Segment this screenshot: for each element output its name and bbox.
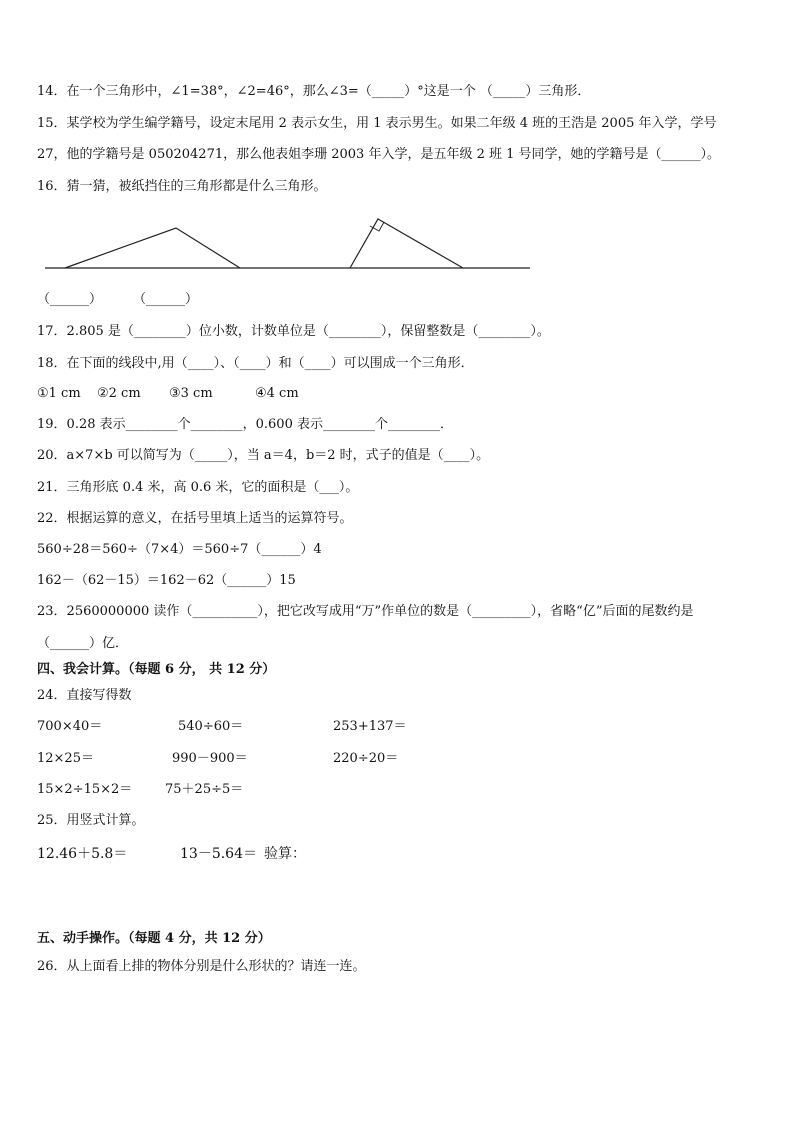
q18-option-4: ④4 cm [255, 386, 299, 401]
question-22: 22．根据运算的意义，在括号里填上适当的运算符号。 [37, 511, 353, 526]
q25-item-3: 验算： [264, 846, 306, 862]
q24-item: 75＋25÷5＝ [165, 782, 244, 797]
q16-answer-1: （______） [37, 292, 103, 307]
question-16: 16．猜一猜，被纸挡住的三角形都是什么三角形。 [37, 179, 327, 194]
question-21: 21．三角形底 0.4 米，高 0.6 米，它的面积是（___）。 [37, 480, 359, 495]
section-5-heading: 五、动手操作。（每题 4 分，共 12 分） [37, 931, 271, 946]
question-17: 17．2.805 是（________）位小数，计数单位是（________），保留整数是（________）。 [37, 324, 550, 339]
q24-item: 220÷20＝ [333, 751, 399, 766]
question-20: 20．a×7×b 可以简写为（_____），当 a＝4，b＝2 时，式子的值是（____）。 [37, 448, 490, 463]
q18-option-2: ②2 cm [97, 386, 141, 401]
question-15-line-2: 27，他的学籍号是 050204271，那么他表姐李珊 2003 年入学，是五年级 2 班 1 号同学，她的学籍号是（______）。 [37, 147, 721, 162]
q25-item-1: 12.46＋5.8＝ [37, 846, 128, 862]
q24-item: 253+137＝ [333, 719, 407, 734]
question-19: 19．0.28 表示________个________，0.600 表示________个________． [37, 417, 453, 432]
question-22-line-1: 560÷28＝560÷（7×4）＝560÷7（______）4 [37, 542, 322, 557]
q18-option-3: ③3 cm [169, 386, 213, 401]
obtuse-triangle-visible-part [65, 228, 240, 268]
question-23-line-2: （______）亿． [37, 636, 129, 651]
q25-item-2: 13－5.64＝ [180, 846, 257, 862]
question-18: 18．在下面的线段中,用（____）、（____）和（____）可以围成一个三角形． [37, 356, 474, 371]
question-22-line-2: 162－（62－15）＝162－62（______）15 [37, 573, 296, 588]
hidden-triangles-figure [40, 212, 540, 276]
question-25: 25．用竖式计算。 [37, 813, 145, 828]
q24-item: 540÷60＝ [178, 719, 244, 734]
q24-item: 990－900＝ [172, 751, 248, 766]
right-triangle-visible-part [350, 219, 463, 268]
q24-item: 700×40＝ [37, 719, 103, 734]
q24-item: 12×25＝ [37, 751, 94, 766]
q24-item: 15×2÷15×2＝ [37, 782, 133, 797]
question-24: 24．直接写得数 [37, 688, 132, 703]
question-14: 14．在一个三角形中，∠1=38°，∠2=46°，那么∠3=（_____）°这是一个 （_____）三角形． [37, 84, 591, 99]
question-23-line-1: 23．2560000000 读作（__________），把它改写成用“万”作单位的数是（_________），省略“亿”后面的尾数约是 [37, 604, 694, 619]
question-15-line-1: 15．某学校为学生编学籍号，设定末尾用 2 表示女生，用 1 表示男生。如果二年级 4 班的王浩是 2005 年入学，学号 [37, 116, 717, 131]
q18-option-1: ①1 cm [37, 386, 81, 401]
section-4-heading: 四、我会计算。（每题 6 分， 共 12 分） [37, 662, 276, 677]
q16-answer-2: （______） [133, 292, 199, 307]
question-26: 26．从上面看上排的物体分别是什么形状的？请连一连。 [37, 959, 366, 974]
